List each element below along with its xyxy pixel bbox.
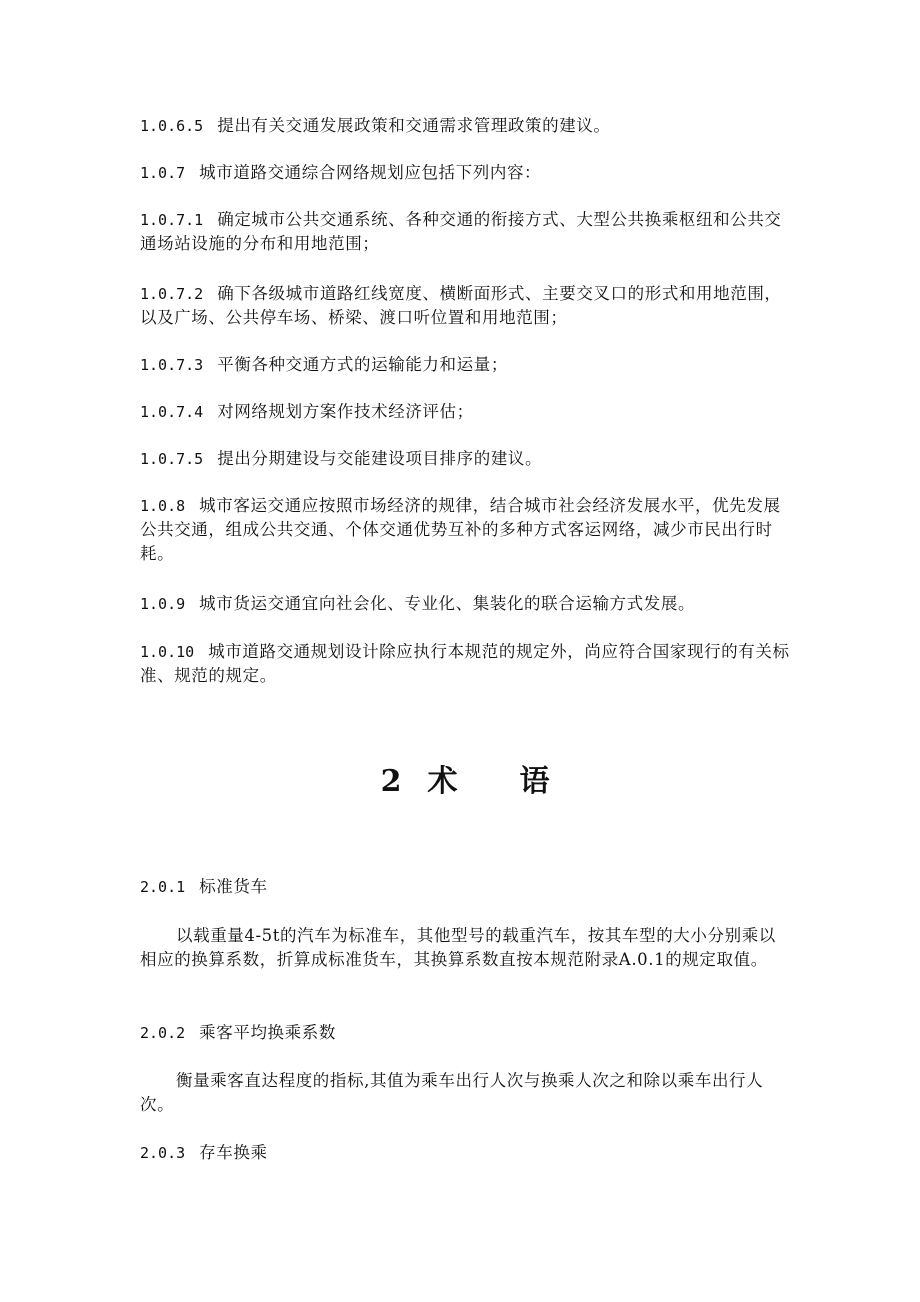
chapter-title-char-1: 术 xyxy=(427,764,458,799)
clause-number: 1.0.7.1 xyxy=(140,211,204,229)
term-number: 2.0.1 xyxy=(140,878,186,896)
clause-1-0-9 xyxy=(140,592,790,616)
clause-number: 1.0.7 xyxy=(140,164,186,182)
chapter-number: 2 xyxy=(380,764,402,799)
clause-number: 1.0.7.5 xyxy=(140,450,204,468)
clause-1-0-7-1 xyxy=(140,208,790,256)
clause-number: 1.0.7.4 xyxy=(140,403,204,421)
term-name: 标准货车 xyxy=(199,877,268,896)
term-2-0-3-heading xyxy=(140,1141,790,1165)
clause-1-0-7-2 xyxy=(140,282,790,330)
clause-1-0-7 xyxy=(140,161,790,185)
clause-text: 城市道路交通综合网络规划应包括下列内容： xyxy=(199,163,542,182)
term-number: 2.0.3 xyxy=(140,1144,186,1162)
clause-number: 1.0.6.5 xyxy=(140,117,204,135)
clause-text: 确下各级城市道路红线宽度、横断面形式、主要交叉口的形式和用地范围，以及广场、公共停车场、桥梁、渡口听位置和用地范围； xyxy=(140,284,782,327)
clause-text: 对网络规划方案作技术经济评估； xyxy=(217,402,474,421)
clause-number: 1.0.7.3 xyxy=(140,356,204,374)
term-2-0-1-heading xyxy=(140,875,790,899)
term-number: 2.0.2 xyxy=(140,1024,186,1042)
clause-text: 提出分期建设与交能建设项目排序的建议。 xyxy=(217,449,543,468)
term-2-0-1-definition: 以载重量4-5t的汽车为标准车，其他型号的载重汽车，按其车型的大小分别乘以相应的换算系数，折算成标准货车，其换算系数直按本规范附录A.0.1的规定取值。 xyxy=(140,926,776,969)
clause-number: 1.0.7.2 xyxy=(140,285,204,303)
clause-text: 提出有关交通发展政策和交通需求管理政策的建议。 xyxy=(217,116,611,135)
clause-1-0-7-5 xyxy=(140,447,790,471)
clause-number: 1.0.9 xyxy=(140,595,186,613)
clause-1-0-10 xyxy=(140,640,790,688)
clause-text: 确定城市公共交通系统、各种交通的衔接方式、大型公共换乘枢纽和公共交通场站设施的分布和用地范围； xyxy=(140,210,782,253)
clause-text: 城市货运交通宜向社会化、专业化、集装化的联合运输方式发展。 xyxy=(199,594,696,613)
clause-text: 平衡各种交通方式的运输能力和运量； xyxy=(217,355,508,374)
term-2-0-2-heading xyxy=(140,1021,790,1045)
clause-number: 1.0.8 xyxy=(140,497,186,515)
clause-1-0-7-4 xyxy=(140,400,790,424)
clause-text: 城市道路交通规划设计除应执行本规范的规定外，尚应符合国家现行的有关标准、规范的规定。 xyxy=(140,642,790,685)
chapter-title-char-2: 语 xyxy=(519,764,550,799)
chapter-heading xyxy=(140,760,790,804)
clause-text: 城市客运交通应按照市场经济的规律，结合城市社会经济发展水平，优先发展公共交通，组成公共交通、个体交通优势互补的多种方式客运网络，减少市民出行时耗。 xyxy=(140,496,781,563)
term-2-0-2-definition: 衡量乘客直达程度的指标,其值为乘车出行人次与换乘人次之和除以乘车出行人次。 xyxy=(140,1071,764,1114)
term-name: 存车换乘 xyxy=(199,1143,268,1162)
clause-1-0-8 xyxy=(140,494,790,566)
clause-1-0-6-5 xyxy=(140,114,790,138)
clause-number: 1.0.10 xyxy=(140,643,195,661)
clause-1-0-7-3 xyxy=(140,353,790,377)
term-name: 乘客平均换乘系数 xyxy=(199,1023,336,1042)
